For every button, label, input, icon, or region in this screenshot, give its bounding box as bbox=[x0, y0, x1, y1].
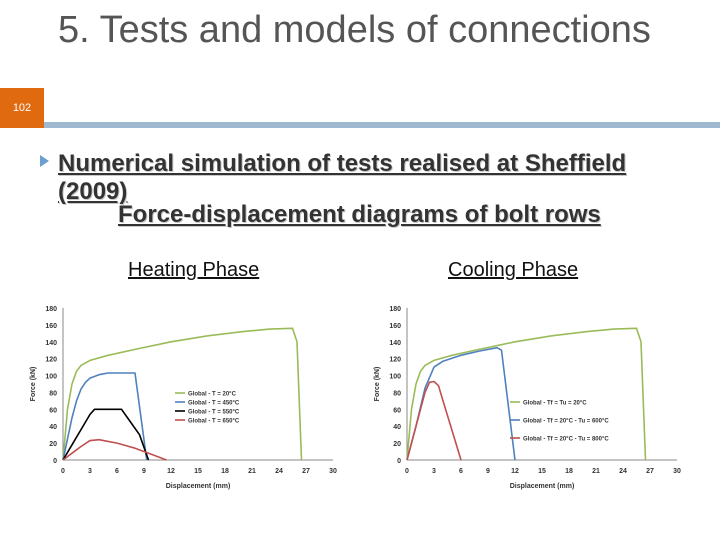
series-line bbox=[63, 409, 149, 460]
y-tick-label: 20 bbox=[393, 441, 401, 449]
y-tick-label: 140 bbox=[45, 339, 57, 347]
y-tick-label: 180 bbox=[389, 306, 401, 313]
slide-number: 102 bbox=[0, 88, 44, 128]
y-tick-label: 140 bbox=[389, 339, 401, 347]
x-tick-label: 18 bbox=[565, 468, 573, 475]
y-tick-label: 60 bbox=[393, 407, 401, 415]
y-tick-label: 100 bbox=[45, 373, 57, 381]
x-tick-label: 0 bbox=[405, 468, 409, 475]
y-tick-label: 100 bbox=[389, 373, 401, 381]
heating-phase-label: Heating Phase bbox=[128, 259, 260, 281]
x-tick-label: 21 bbox=[248, 468, 256, 475]
legend-entry: Global - T = 20°C bbox=[188, 391, 236, 398]
series-line bbox=[63, 440, 167, 460]
y-tick-label: 160 bbox=[45, 322, 57, 330]
simulation-heading: Numerical simulation of tests realised at Sheffield (2009) bbox=[58, 150, 627, 205]
x-tick-label: 18 bbox=[221, 468, 229, 475]
cooling-phase-chart bbox=[352, 298, 692, 498]
y-tick-label: 40 bbox=[393, 424, 401, 432]
x-axis-label: Displacement (mm) bbox=[509, 483, 575, 490]
x-tick-label: 15 bbox=[538, 468, 546, 475]
y-axis-label: Force (kN) bbox=[374, 366, 381, 402]
y-tick-label: 20 bbox=[49, 441, 57, 449]
y-tick-label: 60 bbox=[49, 407, 57, 415]
slide-title: 5. Tests and models of connections bbox=[58, 9, 651, 51]
legend-entry: Global - T = 550°C bbox=[188, 409, 240, 416]
x-tick-label: 15 bbox=[194, 468, 202, 475]
y-tick-label: 180 bbox=[45, 306, 57, 313]
y-tick-label: 80 bbox=[393, 390, 401, 398]
legend-entry: Global - T = 650°C bbox=[188, 418, 240, 425]
y-tick-label: 40 bbox=[49, 424, 57, 432]
x-tick-label: 27 bbox=[646, 468, 654, 475]
x-tick-label: 12 bbox=[167, 468, 175, 475]
x-tick-label: 12 bbox=[511, 468, 519, 475]
y-axis-label: Force (kN) bbox=[30, 366, 37, 402]
x-tick-label: 30 bbox=[329, 468, 337, 475]
x-tick-label: 3 bbox=[432, 468, 436, 475]
y-tick-label: 120 bbox=[389, 356, 401, 364]
x-tick-label: 3 bbox=[88, 468, 92, 475]
y-tick-label: 0 bbox=[397, 458, 401, 465]
x-tick-label: 6 bbox=[115, 468, 119, 475]
heating-phase-chart bbox=[8, 298, 348, 498]
y-tick-label: 0 bbox=[53, 458, 57, 465]
x-tick-label: 24 bbox=[619, 468, 627, 475]
legend-entry: Global - Tf = 20°C - Tu = 800°C bbox=[523, 436, 609, 443]
cooling-phase-label: Cooling Phase bbox=[448, 259, 579, 281]
legend-entry: Global - Tf = Tu = 20°C bbox=[523, 400, 587, 407]
y-tick-label: 120 bbox=[45, 356, 57, 364]
y-tick-label: 160 bbox=[389, 322, 401, 330]
series-line bbox=[407, 348, 515, 460]
x-tick-label: 21 bbox=[592, 468, 600, 475]
series-line bbox=[63, 373, 147, 460]
x-axis-label: Displacement (mm) bbox=[165, 483, 231, 490]
x-tick-label: 6 bbox=[459, 468, 463, 475]
x-tick-label: 0 bbox=[61, 468, 65, 475]
x-tick-label: 24 bbox=[275, 468, 283, 475]
x-tick-label: 30 bbox=[673, 468, 681, 475]
legend-entry: Global - T = 450°C bbox=[188, 400, 240, 407]
diagrams-heading: Force-displacement diagrams of bolt rows bbox=[118, 201, 601, 228]
bullet-arrow-icon bbox=[40, 155, 49, 167]
title-divider bbox=[44, 122, 720, 128]
legend-entry: Global - Tf = 20°C - Tu = 600°C bbox=[523, 418, 609, 425]
y-tick-label: 80 bbox=[49, 390, 57, 398]
x-tick-label: 27 bbox=[302, 468, 310, 475]
x-tick-label: 9 bbox=[142, 468, 146, 475]
x-tick-label: 9 bbox=[486, 468, 490, 475]
